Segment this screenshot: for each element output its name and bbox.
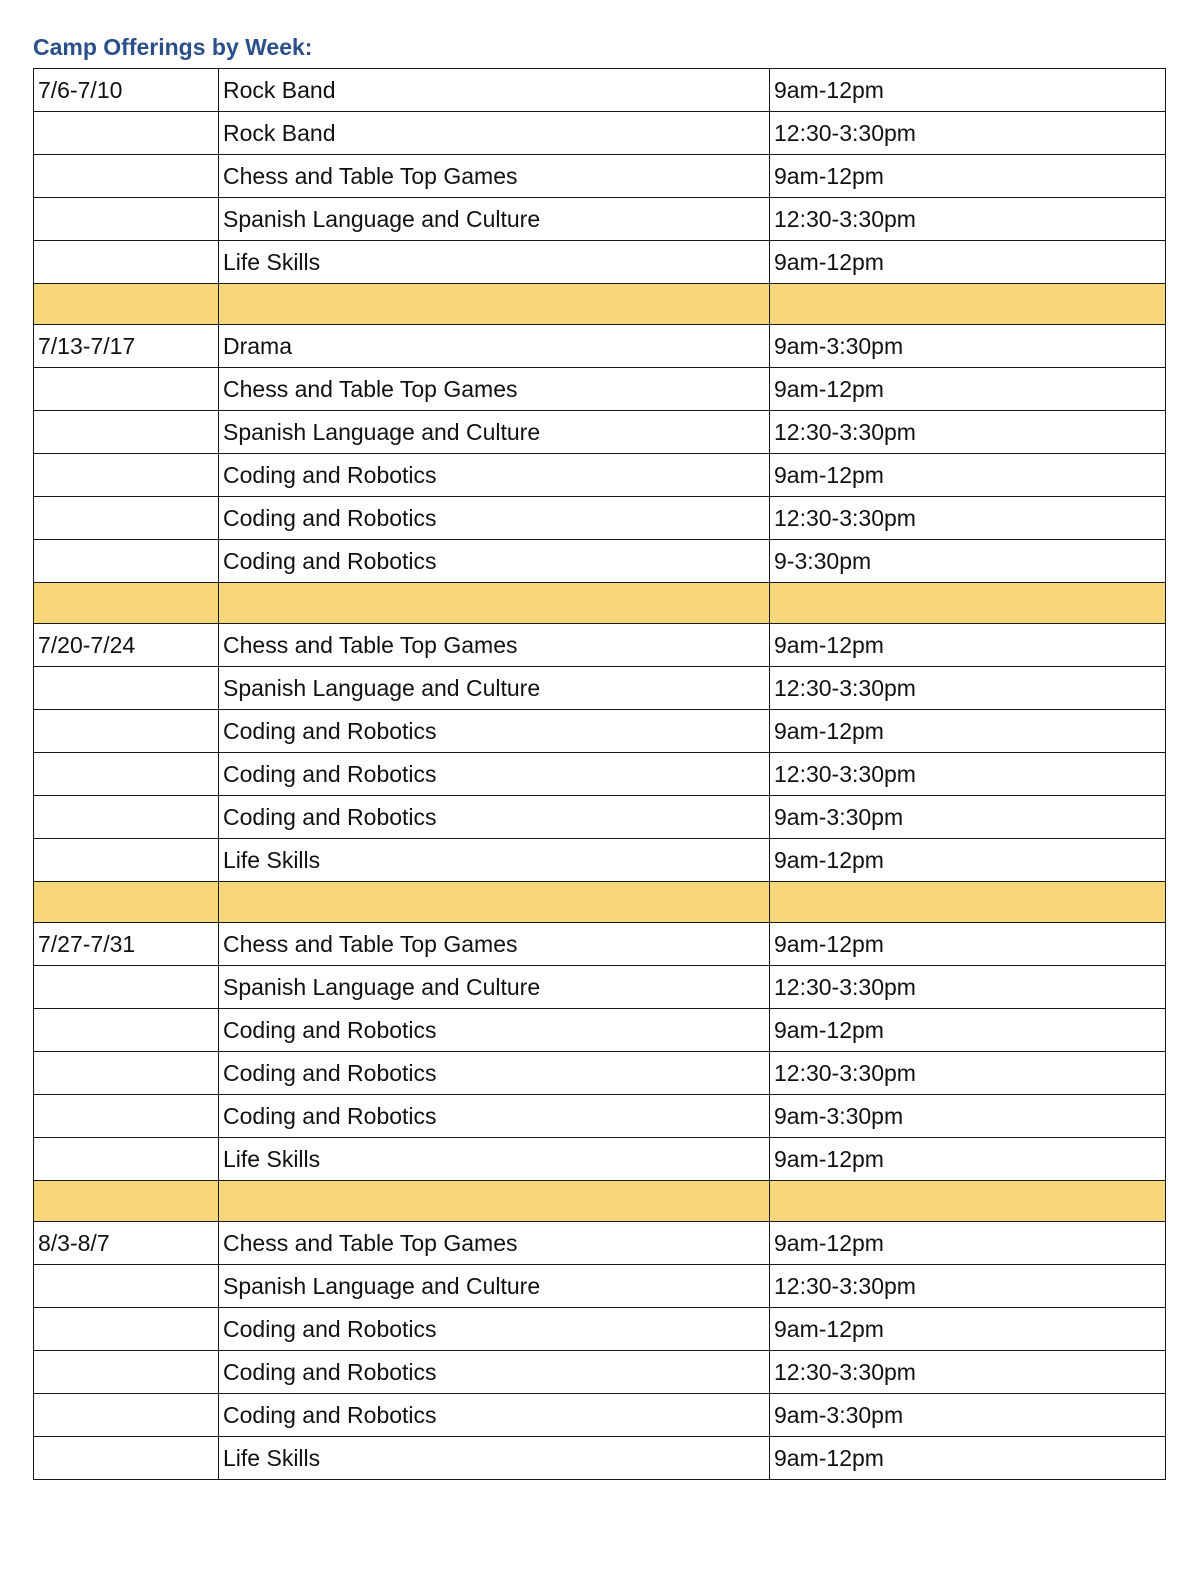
time-cell: 9am-3:30pm: [770, 796, 1166, 839]
time-cell: 12:30-3:30pm: [770, 497, 1166, 540]
week-cell: 7/20-7/24: [34, 624, 219, 667]
camp-cell: Chess and Table Top Games: [219, 624, 770, 667]
camp-cell: Chess and Table Top Games: [219, 368, 770, 411]
table-row: [34, 1138, 1166, 1181]
table-row: [34, 325, 1166, 368]
week-cell: [34, 966, 219, 1009]
camp-cell: Rock Band: [219, 69, 770, 112]
time-cell: 9am-12pm: [770, 923, 1166, 966]
separator-cell: [219, 1181, 770, 1222]
time-cell: 9am-12pm: [770, 710, 1166, 753]
week-cell: [34, 454, 219, 497]
week-separator-row: [34, 882, 1166, 923]
week-cell: [34, 1308, 219, 1351]
separator-cell: [770, 882, 1166, 923]
time-cell: 9am-3:30pm: [770, 325, 1166, 368]
week-cell: [34, 1052, 219, 1095]
table-row: [34, 1394, 1166, 1437]
table-row: [34, 1265, 1166, 1308]
week-cell: [34, 839, 219, 882]
table-row: [34, 796, 1166, 839]
table-row: [34, 454, 1166, 497]
camp-cell: Coding and Robotics: [219, 710, 770, 753]
table-row: [34, 368, 1166, 411]
camp-cell: Life Skills: [219, 1138, 770, 1181]
time-cell: 12:30-3:30pm: [770, 1351, 1166, 1394]
table-row: [34, 1222, 1166, 1265]
week-cell: [34, 1138, 219, 1181]
separator-cell: [34, 583, 219, 624]
time-cell: 9am-12pm: [770, 839, 1166, 882]
camp-cell: Coding and Robotics: [219, 497, 770, 540]
separator-cell: [770, 1181, 1166, 1222]
camp-cell: Chess and Table Top Games: [219, 1222, 770, 1265]
week-cell: [34, 1351, 219, 1394]
camp-cell: Coding and Robotics: [219, 753, 770, 796]
time-cell: 12:30-3:30pm: [770, 667, 1166, 710]
week-cell: [34, 540, 219, 583]
camp-cell: Spanish Language and Culture: [219, 411, 770, 454]
time-cell: 9am-12pm: [770, 1009, 1166, 1052]
week-cell: [34, 1009, 219, 1052]
table-row: [34, 923, 1166, 966]
table-row: [34, 667, 1166, 710]
week-cell: [34, 710, 219, 753]
week-cell: [34, 112, 219, 155]
time-cell: 9am-12pm: [770, 1222, 1166, 1265]
time-cell: 12:30-3:30pm: [770, 1265, 1166, 1308]
time-cell: 9am-12pm: [770, 454, 1166, 497]
camp-schedule-body: [34, 69, 1166, 1480]
camp-cell: Spanish Language and Culture: [219, 1265, 770, 1308]
separator-cell: [770, 284, 1166, 325]
table-row: [34, 1095, 1166, 1138]
separator-cell: [219, 882, 770, 923]
table-row: [34, 1308, 1166, 1351]
time-cell: 9am-12pm: [770, 1308, 1166, 1351]
time-cell: 12:30-3:30pm: [770, 112, 1166, 155]
week-cell: [34, 1265, 219, 1308]
separator-cell: [770, 583, 1166, 624]
camp-cell: Spanish Language and Culture: [219, 198, 770, 241]
table-row: [34, 198, 1166, 241]
week-cell: [34, 241, 219, 284]
week-cell: 7/27-7/31: [34, 923, 219, 966]
week-cell: [34, 796, 219, 839]
week-cell: 8/3-8/7: [34, 1222, 219, 1265]
page-title: Camp Offerings by Week:: [33, 34, 313, 60]
week-cell: [34, 1437, 219, 1480]
separator-cell: [34, 284, 219, 325]
week-cell: [34, 368, 219, 411]
time-cell: 12:30-3:30pm: [770, 966, 1166, 1009]
week-cell: [34, 667, 219, 710]
camp-cell: Coding and Robotics: [219, 1052, 770, 1095]
time-cell: 9-3:30pm: [770, 540, 1166, 583]
week-cell: [34, 1394, 219, 1437]
time-cell: 9am-12pm: [770, 69, 1166, 112]
camp-cell: Chess and Table Top Games: [219, 923, 770, 966]
table-row: [34, 69, 1166, 112]
camp-cell: Life Skills: [219, 241, 770, 284]
table-row: [34, 411, 1166, 454]
table-row: [34, 241, 1166, 284]
camp-cell: Coding and Robotics: [219, 454, 770, 497]
camp-cell: Life Skills: [219, 1437, 770, 1480]
table-row: [34, 710, 1166, 753]
camp-cell: Spanish Language and Culture: [219, 966, 770, 1009]
time-cell: 9am-12pm: [770, 1437, 1166, 1480]
week-cell: [34, 411, 219, 454]
table-row: [34, 155, 1166, 198]
camp-schedule-table: [33, 68, 1166, 1480]
time-cell: 9am-12pm: [770, 624, 1166, 667]
separator-cell: [219, 284, 770, 325]
table-row: [34, 1437, 1166, 1480]
table-row: [34, 1009, 1166, 1052]
time-cell: 12:30-3:30pm: [770, 198, 1166, 241]
table-row: [34, 966, 1166, 1009]
camp-cell: Coding and Robotics: [219, 1394, 770, 1437]
camp-cell: Spanish Language and Culture: [219, 667, 770, 710]
time-cell: 12:30-3:30pm: [770, 411, 1166, 454]
camp-cell: Coding and Robotics: [219, 1095, 770, 1138]
time-cell: 9am-12pm: [770, 241, 1166, 284]
camp-cell: Drama: [219, 325, 770, 368]
table-row: [34, 540, 1166, 583]
camp-cell: Coding and Robotics: [219, 540, 770, 583]
week-separator-row: [34, 1181, 1166, 1222]
camp-cell: Coding and Robotics: [219, 796, 770, 839]
week-cell: [34, 198, 219, 241]
time-cell: 12:30-3:30pm: [770, 753, 1166, 796]
time-cell: 9am-12pm: [770, 1138, 1166, 1181]
table-row: [34, 1351, 1166, 1394]
week-cell: [34, 155, 219, 198]
time-cell: 9am-12pm: [770, 368, 1166, 411]
time-cell: 9am-12pm: [770, 155, 1166, 198]
table-row: [34, 112, 1166, 155]
separator-cell: [34, 882, 219, 923]
week-separator-row: [34, 583, 1166, 624]
week-cell: 7/13-7/17: [34, 325, 219, 368]
week-cell: [34, 497, 219, 540]
camp-cell: Coding and Robotics: [219, 1009, 770, 1052]
camp-cell: Life Skills: [219, 839, 770, 882]
table-row: [34, 497, 1166, 540]
separator-cell: [34, 1181, 219, 1222]
table-row: [34, 1052, 1166, 1095]
time-cell: 12:30-3:30pm: [770, 1052, 1166, 1095]
table-row: [34, 624, 1166, 667]
camp-cell: Rock Band: [219, 112, 770, 155]
week-cell: 7/6-7/10: [34, 69, 219, 112]
week-cell: [34, 1095, 219, 1138]
week-cell: [34, 753, 219, 796]
camp-cell: Coding and Robotics: [219, 1308, 770, 1351]
table-row: [34, 753, 1166, 796]
separator-cell: [219, 583, 770, 624]
time-cell: 9am-3:30pm: [770, 1095, 1166, 1138]
camp-cell: Coding and Robotics: [219, 1351, 770, 1394]
time-cell: 9am-3:30pm: [770, 1394, 1166, 1437]
camp-cell: Chess and Table Top Games: [219, 155, 770, 198]
table-row: [34, 839, 1166, 882]
week-separator-row: [34, 284, 1166, 325]
